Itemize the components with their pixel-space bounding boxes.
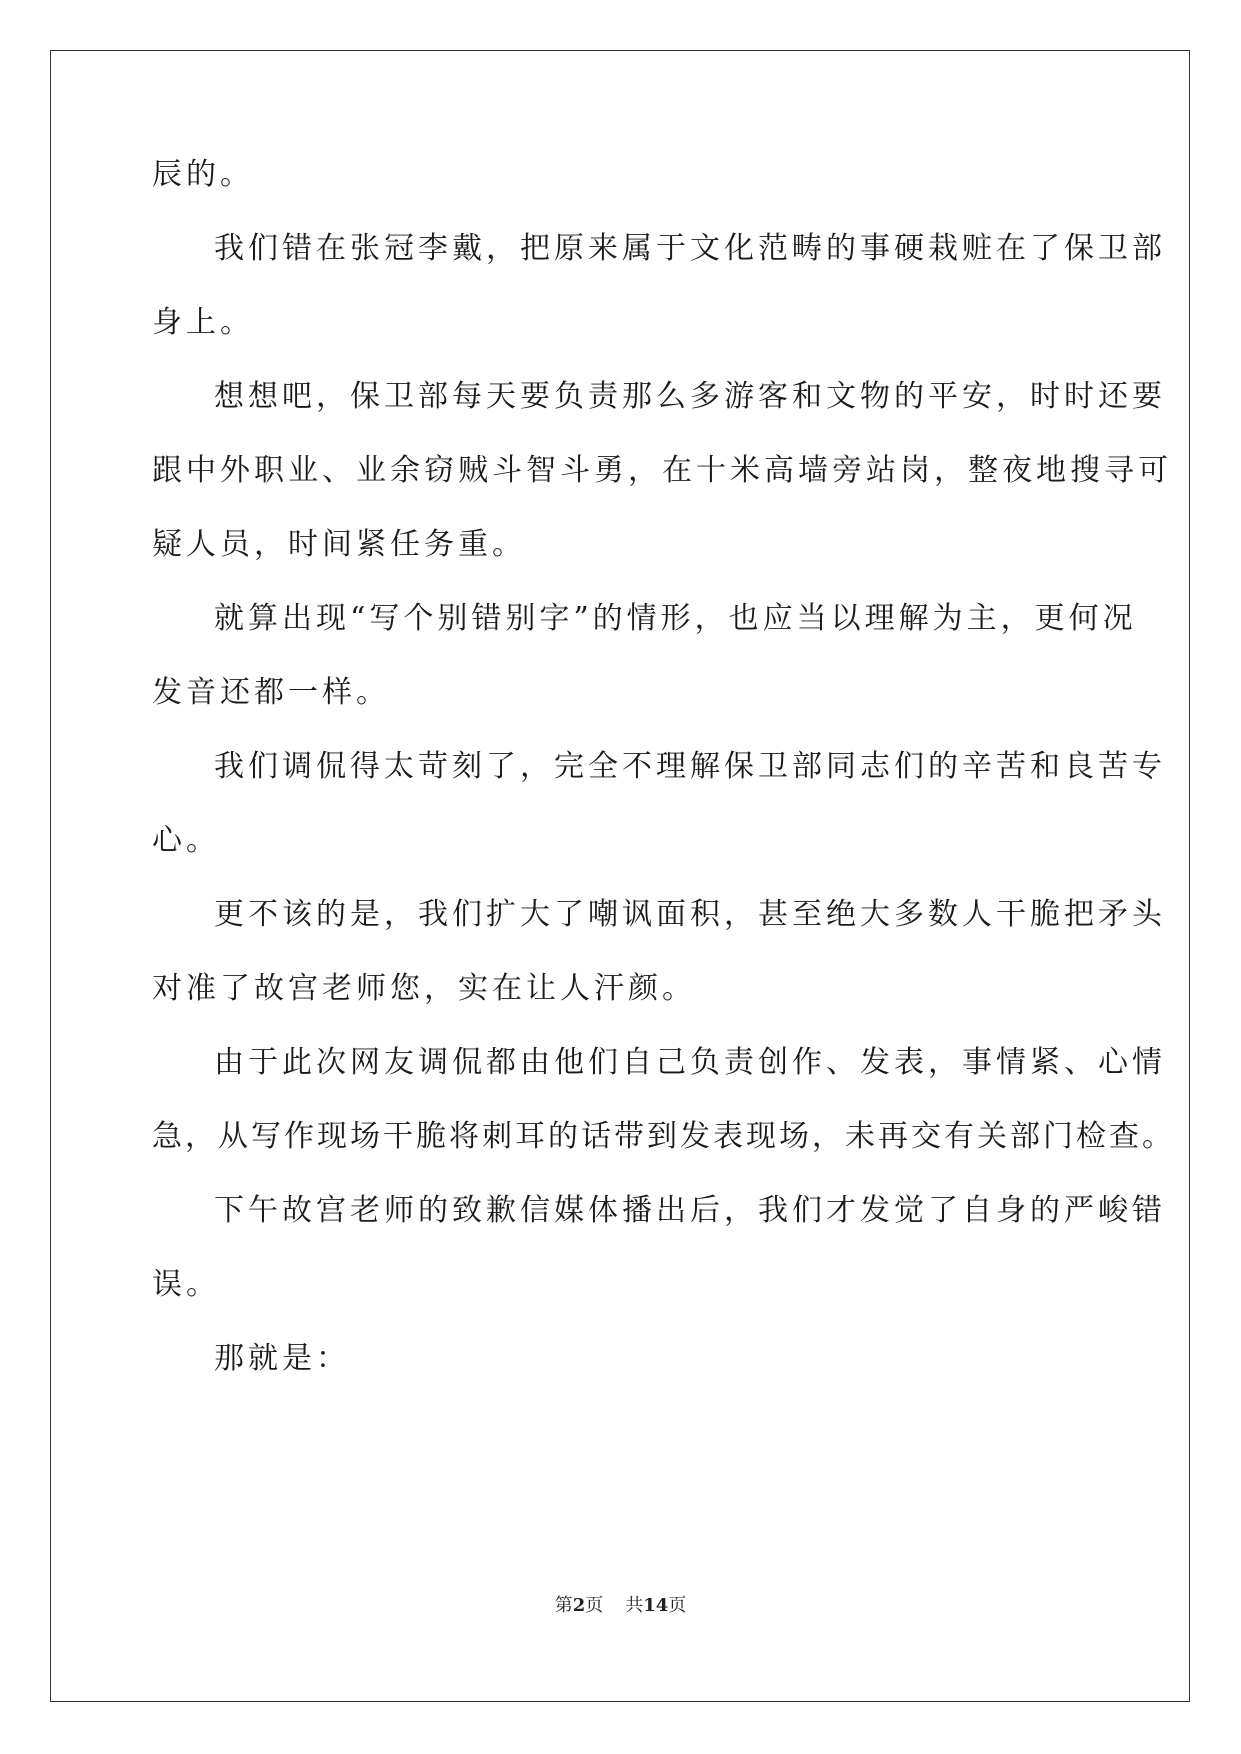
text-line: 我们调侃得太苛刻了，完全不理解保卫部同志们的辛苦和良苦专 (214, 749, 1166, 784)
text-line: 发音还都一样。 (152, 675, 390, 710)
total-pages-number: 14 (643, 1595, 669, 1616)
text-line: 疑人员，时间紧任务重。 (152, 527, 526, 562)
text-line: 那就是： (214, 1341, 350, 1376)
text-line: 对准了故宫老师您，实在让人汗颜。 (152, 971, 696, 1006)
text-line: 急，从写作现场干脆将刺耳的话带到发表现场，未再交有关部门检查。 (152, 1119, 1175, 1154)
text-line: 就算出现“写个别错别字”的情形，也应当以理解为主，更何况 (214, 601, 1137, 636)
footer-page-suffix: 页 (585, 1595, 604, 1616)
text-line: 由于此次网友调侃都由他们自己负责创作、发表，事情紧、心情 (214, 1045, 1166, 1080)
page-footer (0, 1594, 1241, 1618)
text-line: 身上。 (152, 305, 254, 340)
text-line: 辰的。 (152, 157, 254, 192)
current-page-number: 2 (572, 1595, 586, 1616)
text-line: 我们错在张冠李戴，把原来属于文化范畴的事硬栽赃在了保卫部 (214, 231, 1166, 266)
footer-total-prefix: 共 (625, 1595, 644, 1616)
footer-prefix: 第 (554, 1595, 573, 1616)
text-line: 误。 (152, 1267, 220, 1302)
page-border (50, 50, 1190, 1702)
text-line: 心。 (152, 823, 220, 858)
text-line: 下午故宫老师的致歉信媒体播出后，我们才发觉了自身的严峻错 (214, 1193, 1166, 1228)
text-line: 想想吧，保卫部每天要负责那么多游客和文物的平安，时时还要 (214, 379, 1166, 414)
text-line: 跟中外职业、业余窃贼斗智斗勇，在十米高墙旁站岗，整夜地搜寻可 (152, 453, 1172, 488)
footer-total-suffix: 页 (668, 1595, 687, 1616)
text-line: 更不该的是，我们扩大了嘲讽面积，甚至绝大多数人干脆把矛头 (214, 897, 1166, 932)
